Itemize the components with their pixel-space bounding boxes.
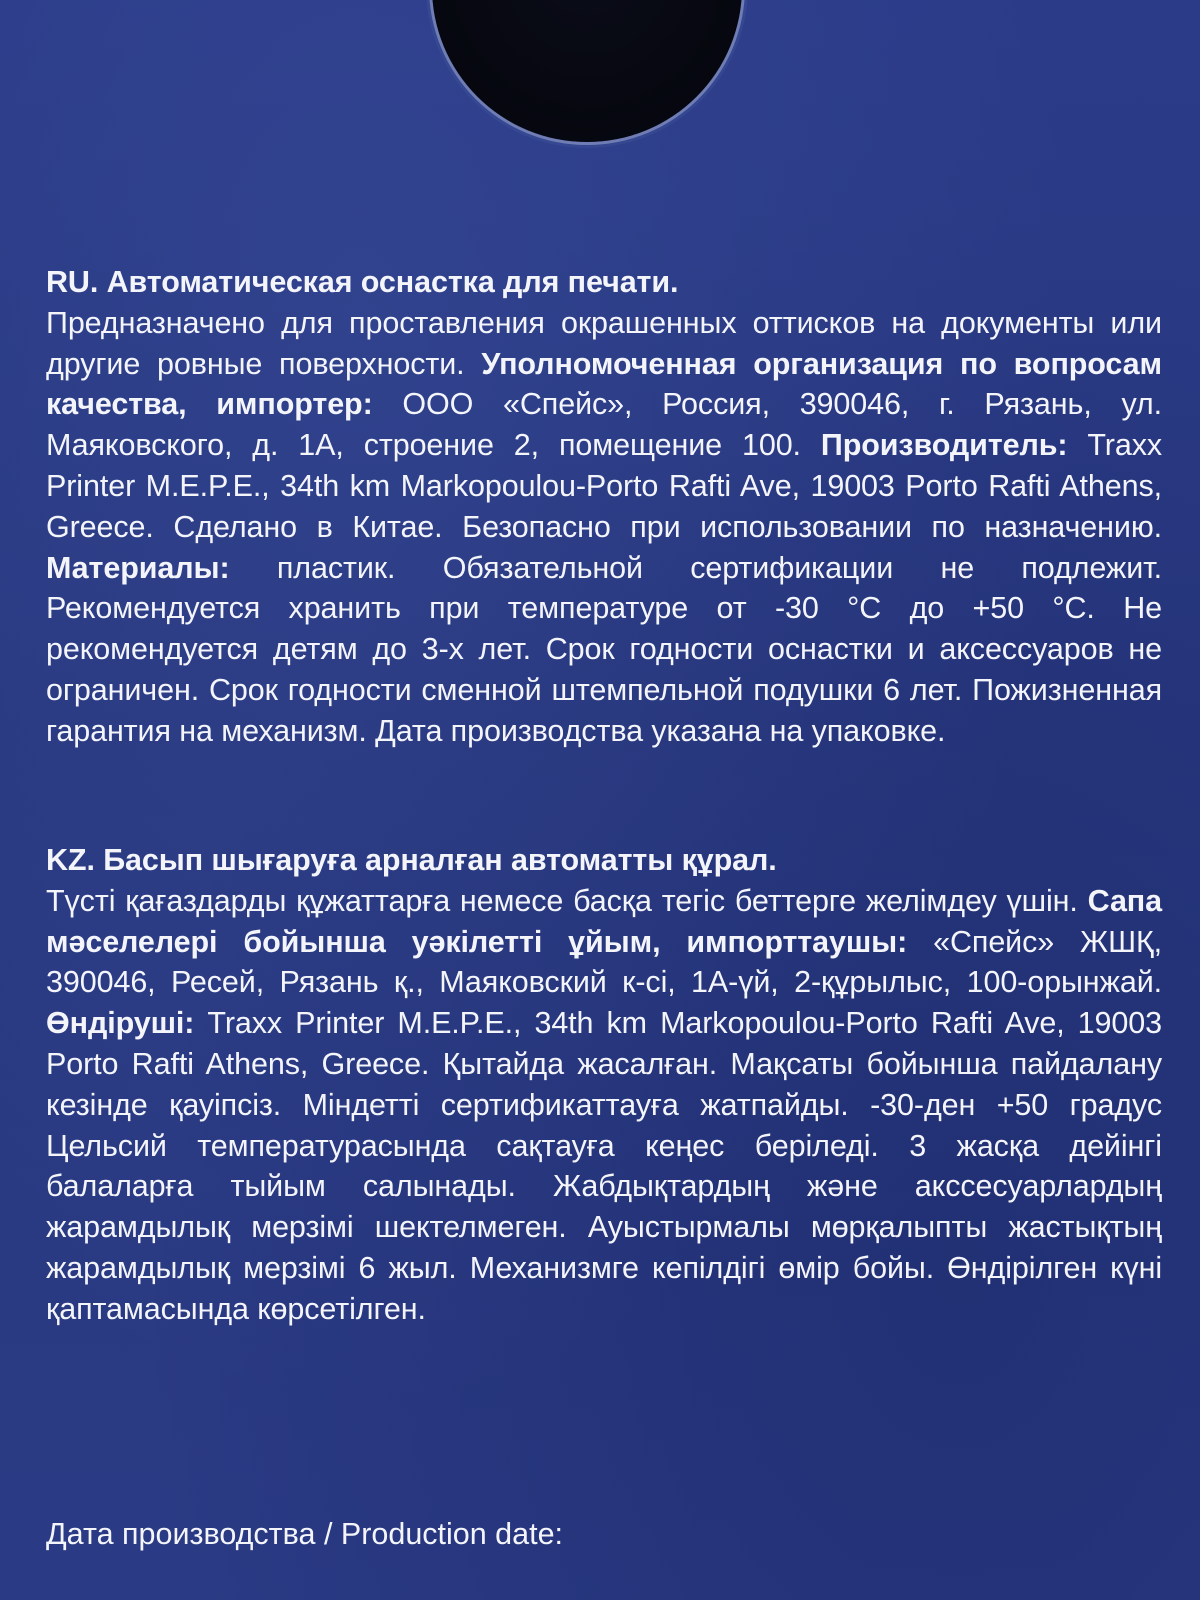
kz-importer-label: Сапа мәселелері бойынша уәкілетті ұйым, импорттаушы: xyxy=(46,883,1162,959)
ru-manufacturer-text: Traxx Printer M.E.P.E., 34th km Markopoulou-Porto Rafti Ave, 19003 Porto Rafti Athens, Greece. Сделано в Китае. Безопасно при использовании по назначению. xyxy=(46,428,1162,544)
ru-title: RU. Автоматическая оснастка для печати. xyxy=(46,265,679,299)
kz-importer-text: «Спейс» ЖШҚ, 390046, Ресей, Рязань қ., Маяковский к-сі, 1А-үй, 2-құрылыс, 100-орынжай. xyxy=(46,924,1162,1000)
kz-title: KZ. Басып шығаруға арналған автоматты құрал. xyxy=(46,843,777,877)
kz-manufacturer-label: Өндіруші: xyxy=(46,1006,195,1041)
ru-section xyxy=(46,262,1162,752)
kz-body xyxy=(46,881,1162,1330)
ru-importer-text: ООО «Спейс», Россия, 390046, г. Рязань, ул. Маяковского, д. 1А, строение 2, помещение 100. xyxy=(46,387,1163,463)
hang-hole xyxy=(432,0,742,142)
production-date-label: Дата производства / Production date: xyxy=(46,1517,564,1551)
kz-intro: Түсті қағаздарды құжаттарға немесе басқа тегіс беттерге желімдеу үшін. xyxy=(46,883,1088,918)
ru-intro: Предназначено для проставления окрашенных оттисков на документы или другие ровные поверхности. xyxy=(46,305,1162,381)
ru-importer-label: Уполномоченная организация по вопросам качества, импортер: xyxy=(46,346,1162,422)
kz-manufacturer-text: Traxx Printer M.E.P.E., 34th km Markopoulou-Porto Rafti Ave, 19003 Porto Rafti Athens, Greece. Қытайда жасалған. Мақсаты бойынша пайдалану кезінде қауіпсіз. Міндетті сертификаттауға жатпайды. -30-ден +50 градус Цельсий температурасында сақтауға кеңес беріледі. 3 жасқа дейінгі балаларға тыйым салынады. Жабдықтардың және акссесуарлардың жарамдылық мерзімі шектелмеген. Ауыстырмалы мөрқалыпты жастықтың жарамдылық мерзімі 6 жыл. Механизмге кепілдігі өмір бойы. Өндірілген күні қаптамасында көрсетілген. xyxy=(46,1006,1162,1326)
ru-body xyxy=(46,303,1162,752)
ru-manufacturer-label: Производитель: xyxy=(820,428,1068,463)
ru-materials-label: Материалы: xyxy=(46,550,230,585)
kz-section xyxy=(46,840,1162,1330)
ru-materials-text: пластик. Обязательной сертификации не подлежит. Рекомендуется хранить при температуре от -30 °С до +50 °С. Не рекомендуется детям до 3-х лет. Срок годности оснастки и аксессуаров не ограничен. Срок годности сменной штемпельной подушки 6 лет. Пожизненная гарантия на механизм. Дата производства указана на упаковке. xyxy=(46,550,1162,748)
